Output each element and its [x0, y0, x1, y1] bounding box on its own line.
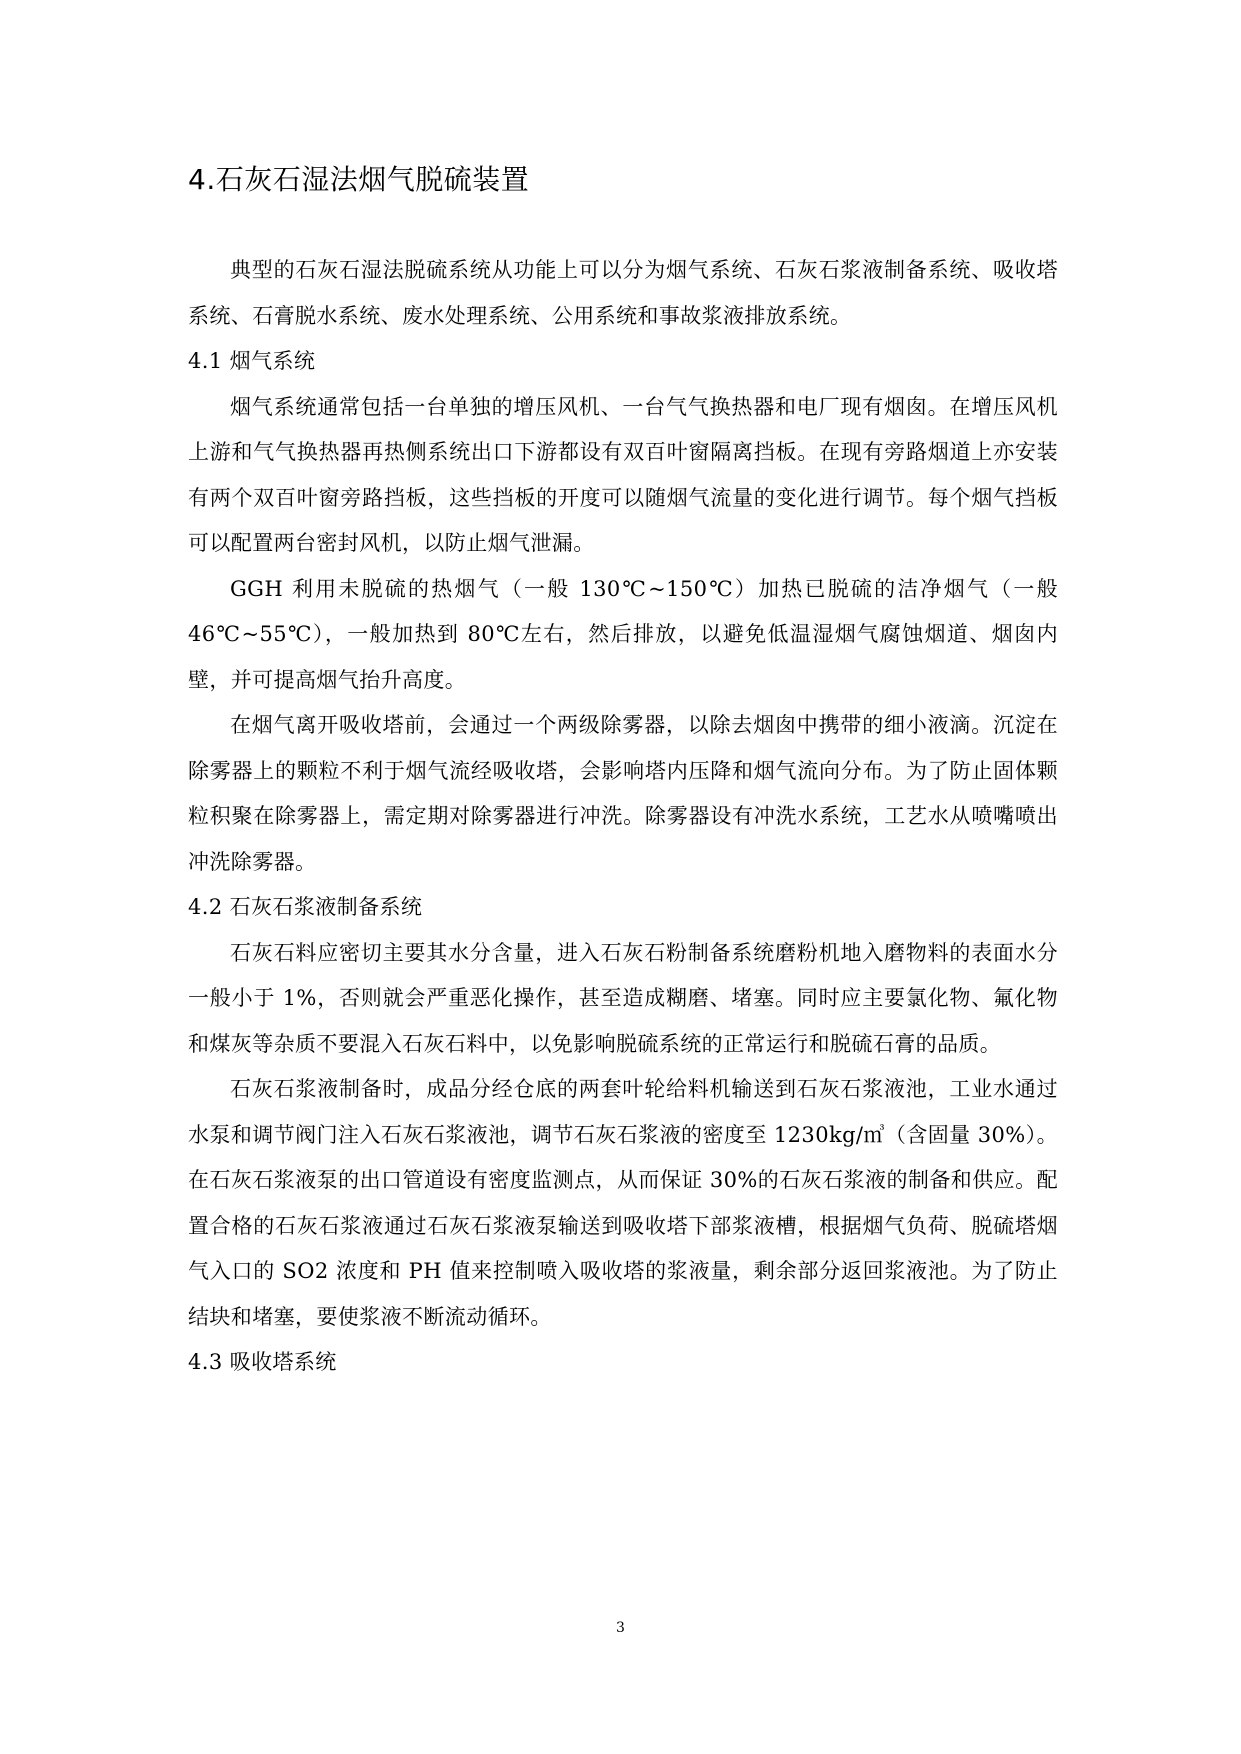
section-4-1-paragraph: 烟气系统通常包括一台单独的增压风机、一台气气换热器和电厂现有烟囱。在增压风机上游和气气换热器再热侧系统出口下游都设有双百叶窗隔离挡板。在现有旁路烟道上亦安装有两个双百叶窗旁路挡板，这些挡板的开度可以随烟气流量的变化进行调节。每个烟气挡板可以配置两台密封风机，以防止烟气泄漏。 [188, 394, 1058, 555]
section-4-2-paragraph: 石灰石浆液制备时，成品分经仓底的两套叶轮给料机输送到石灰石浆液池，工业水通过水泵和调节阀门注入石灰石浆液池，调节石灰石浆液的密度至 1230kg/㎥（含固量 30%）。在石灰石浆液泵的出口管道设有密度监测点，从而保证 30%的石灰石浆液的制备和供应。配置合格的石灰石浆液通过石灰石浆液泵输送到吸收塔下部浆液槽，根据烟气负荷、脱硫塔烟气入口的 SO2 浓度和 PH 值来控制喷入吸收塔的浆液量，剩余部分返回浆液池。为了防止结块和堵塞，要使浆液不断流动循环。 [188, 1077, 1058, 1329]
section-heading-4-3: 4.3 吸收塔系统 [188, 1350, 337, 1374]
page-title: 4.石灰石湿法烟气脱硫装置 [188, 163, 530, 196]
section-4-1-paragraph: GGH 利用未脱硫的热烟气（一般 130℃~150℃）加热已脱硫的洁净烟气（一般 46℃~55℃），一般加热到 80℃左右，然后排放，以避免低温湿烟气腐蚀烟道、烟囱内壁，并可提高烟气抬升高度。 [188, 576, 1058, 692]
page-number: 3 [616, 1620, 625, 1636]
section-4-2-paragraph: 石灰石料应密切主要其水分含量，进入石灰石粉制备系统磨粉机地入磨物料的表面水分一般小于 1%，否则就会严重恶化操作，甚至造成糊磨、堵塞。同时应主要氯化物、氟化物和煤灰等杂质不要混入石灰石料中，以免影响脱硫系统的正常运行和脱硫石膏的品质。 [188, 940, 1058, 1056]
intro-paragraph: 典型的石灰石湿法脱硫系统从功能上可以分为烟气系统、石灰石浆液制备系统、吸收塔系统、石膏脱水系统、废水处理系统、公用系统和事故浆液排放系统。 [188, 258, 1058, 328]
section-4-1-paragraph: 在烟气离开吸收塔前，会通过一个两级除雾器，以除去烟囱中携带的细小液滴。沉淀在除雾器上的颗粒不利于烟气流经吸收塔，会影响塔内压降和烟气流向分布。为了防止固体颗粒积聚在除雾器上，需定期对除雾器进行冲洗。除雾器设有冲洗水系统，工艺水从喷嘴喷出冲洗除雾器。 [188, 713, 1058, 874]
section-heading-4-2: 4.2 石灰石浆液制备系统 [188, 895, 423, 919]
page-content [188, 160, 1058, 1386]
section-heading-4-1: 4.1 烟气系统 [188, 349, 316, 373]
